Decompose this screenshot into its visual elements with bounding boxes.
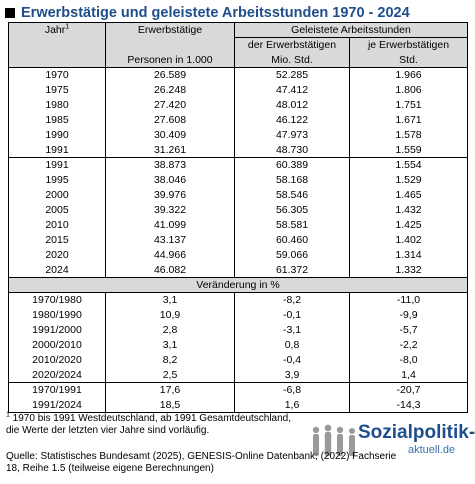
cell-employed: 31.261 [106,143,235,158]
cell-year: 2020/2024 [9,368,106,383]
table-row [9,263,468,278]
cell-hours-per: -5,7 [350,323,468,338]
cell-year: 2015 [9,233,106,248]
cell-hours-per: 1.332 [350,263,468,278]
header-hours-per: je Erwerbstätigen [350,38,468,53]
cell-hours-total: 0,8 [235,338,350,353]
table-row [9,308,468,323]
cell-employed: 2,8 [106,323,235,338]
page-title: Erwerbstätige und geleistete Arbeitsstunden 1970 - 2024 [21,5,410,21]
cell-hours-per: 1.402 [350,233,468,248]
table-row [9,158,468,173]
unit-total: Mio. Std. [235,53,350,68]
header-hours-total: der Erwerbstätigen [235,38,350,53]
cell-employed: 27.420 [106,98,235,113]
cell-year: 1991 [9,143,106,158]
cell-year: 1970/1980 [9,293,106,308]
table-row [9,83,468,98]
cell-hours-total: -3,1 [235,323,350,338]
cell-year: 1991 [9,158,106,173]
cell-employed: 44.966 [106,248,235,263]
cell-employed: 3,1 [106,293,235,308]
cell-hours-total: 48.730 [235,143,350,158]
title-bar [5,4,410,22]
cell-hours-total: -0,1 [235,308,350,323]
cell-hours-per: 1.465 [350,188,468,203]
table-row [9,143,468,158]
cell-employed: 18,5 [106,398,235,413]
table-row [9,68,468,83]
cell-year: 1975 [9,83,106,98]
unit-per: Std. [350,53,468,68]
table-row [9,338,468,353]
table-row [9,323,468,338]
cell-year: 1990 [9,128,106,143]
cell-hours-total: 58.581 [235,218,350,233]
cell-hours-total: 58.546 [235,188,350,203]
cell-employed: 46.082 [106,263,235,278]
cell-hours-total: 3,9 [235,368,350,383]
table-row [9,383,468,398]
footnote: $^1$ 1970 bis 1991 Westdeutschland, ab 1991 Gesamtdeutschland, die Werte der letzten vier Jahre sind vorläufig. [6,411,292,436]
cell-hours-per: -8,0 [350,353,468,368]
table-row [9,248,468,263]
cell-hours-total: 47.973 [235,128,350,143]
cell-employed: 3,1 [106,338,235,353]
table-row [9,188,468,203]
cell-hours-per: 1.578 [350,128,468,143]
cell-employed: 17,6 [106,383,235,398]
cell-hours-per: -14,3 [350,398,468,413]
cell-year: 1995 [9,173,106,188]
cell-hours-total: -8,2 [235,293,350,308]
cell-hours-total: 60.389 [235,158,350,173]
header-employed: Erwerbstätige [106,23,235,53]
cell-year: 1991/2000 [9,323,106,338]
table-row [9,293,468,308]
cell-hours-per: 1.432 [350,203,468,218]
cell-year: 2000/2010 [9,338,106,353]
header-row [9,23,468,38]
cell-hours-total: 1,6 [235,398,350,413]
cell-hours-total: 46.122 [235,113,350,128]
unit-row [9,53,468,68]
cell-employed: 30.409 [106,128,235,143]
cell-hours-total: 56.305 [235,203,350,218]
cell-hours-per: 1.314 [350,248,468,263]
table-row [9,128,468,143]
cell-year: 2005 [9,203,106,218]
cell-year: 1980/1990 [9,308,106,323]
cell-hours-total: 47.412 [235,83,350,98]
title-bullet-icon [5,8,15,18]
header-hours: Geleistete Arbeitsstunden [235,23,468,38]
logo-sub: aktuell.de [408,444,456,456]
table-row [9,113,468,128]
cell-employed: 27.608 [106,113,235,128]
cell-hours-total: 59.066 [235,248,350,263]
cell-employed: 2,5 [106,368,235,383]
cell-year: 1980 [9,98,106,113]
cell-hours-per: -2,2 [350,338,468,353]
cell-employed: 10,9 [106,308,235,323]
cell-hours-per: 1.559 [350,143,468,158]
source-note: Quelle: Statistisches Bundesamt (2025), GENESIS-Online Datenbank; (2022) Fachserie 18, Reihe 1.5 (teilweise eigene Berechnungen) [6,451,397,474]
cell-hours-per: 1.751 [350,98,468,113]
change-label: Veränderung in % [9,278,468,293]
table-row [9,353,468,368]
change-header-row [9,278,468,293]
cell-hours-total: -6,8 [235,383,350,398]
logo-name: Sozialpolitik- [358,422,475,443]
cell-employed: 38.046 [106,173,235,188]
cell-hours-total: 48.012 [235,98,350,113]
unit-year [9,53,106,68]
cell-hours-per: 1.554 [350,158,468,173]
cell-year: 2020 [9,248,106,263]
table-row [9,398,468,413]
table-row [9,368,468,383]
cell-year: 1985 [9,113,106,128]
cell-employed: 26.248 [106,83,235,98]
table-row [9,218,468,233]
cell-employed: 39.976 [106,188,235,203]
cell-hours-per: 1.425 [350,218,468,233]
cell-employed: 43.137 [106,233,235,248]
cell-hours-total: 52.285 [235,68,350,83]
cell-year: 2000 [9,188,106,203]
unit-employed: Personen in 1.000 [106,53,235,68]
cell-employed: 41.099 [106,218,235,233]
cell-hours-total: -0,4 [235,353,350,368]
cell-employed: 38.873 [106,158,235,173]
table-row [9,98,468,113]
cell-year: 2010 [9,218,106,233]
table-row [9,203,468,218]
cell-hours-per: 1.671 [350,113,468,128]
cell-hours-per: 1.806 [350,83,468,98]
cell-employed: 39.322 [106,203,235,218]
cell-year: 1970 [9,68,106,83]
cell-hours-per: 1,4 [350,368,468,383]
cell-hours-total: 61.372 [235,263,350,278]
cell-hours-total: 58.168 [235,173,350,188]
table-row [9,173,468,188]
cell-hours-per: -9,9 [350,308,468,323]
cell-year: 2010/2020 [9,353,106,368]
cell-year: 1991/2024 [9,398,106,413]
cell-year: 1970/1991 [9,383,106,398]
cell-hours-per: -20,7 [350,383,468,398]
cell-employed: 8,2 [106,353,235,368]
cell-hours-per: 1.966 [350,68,468,83]
cell-employed: 26.589 [106,68,235,83]
header-year: Jahr$^1$ [9,23,106,53]
data-table [8,22,468,413]
cell-hours-per: -11,0 [350,293,468,308]
cell-hours-per: 1.529 [350,173,468,188]
cell-hours-total: 60.460 [235,233,350,248]
table-row [9,233,468,248]
cell-year: 2024 [9,263,106,278]
